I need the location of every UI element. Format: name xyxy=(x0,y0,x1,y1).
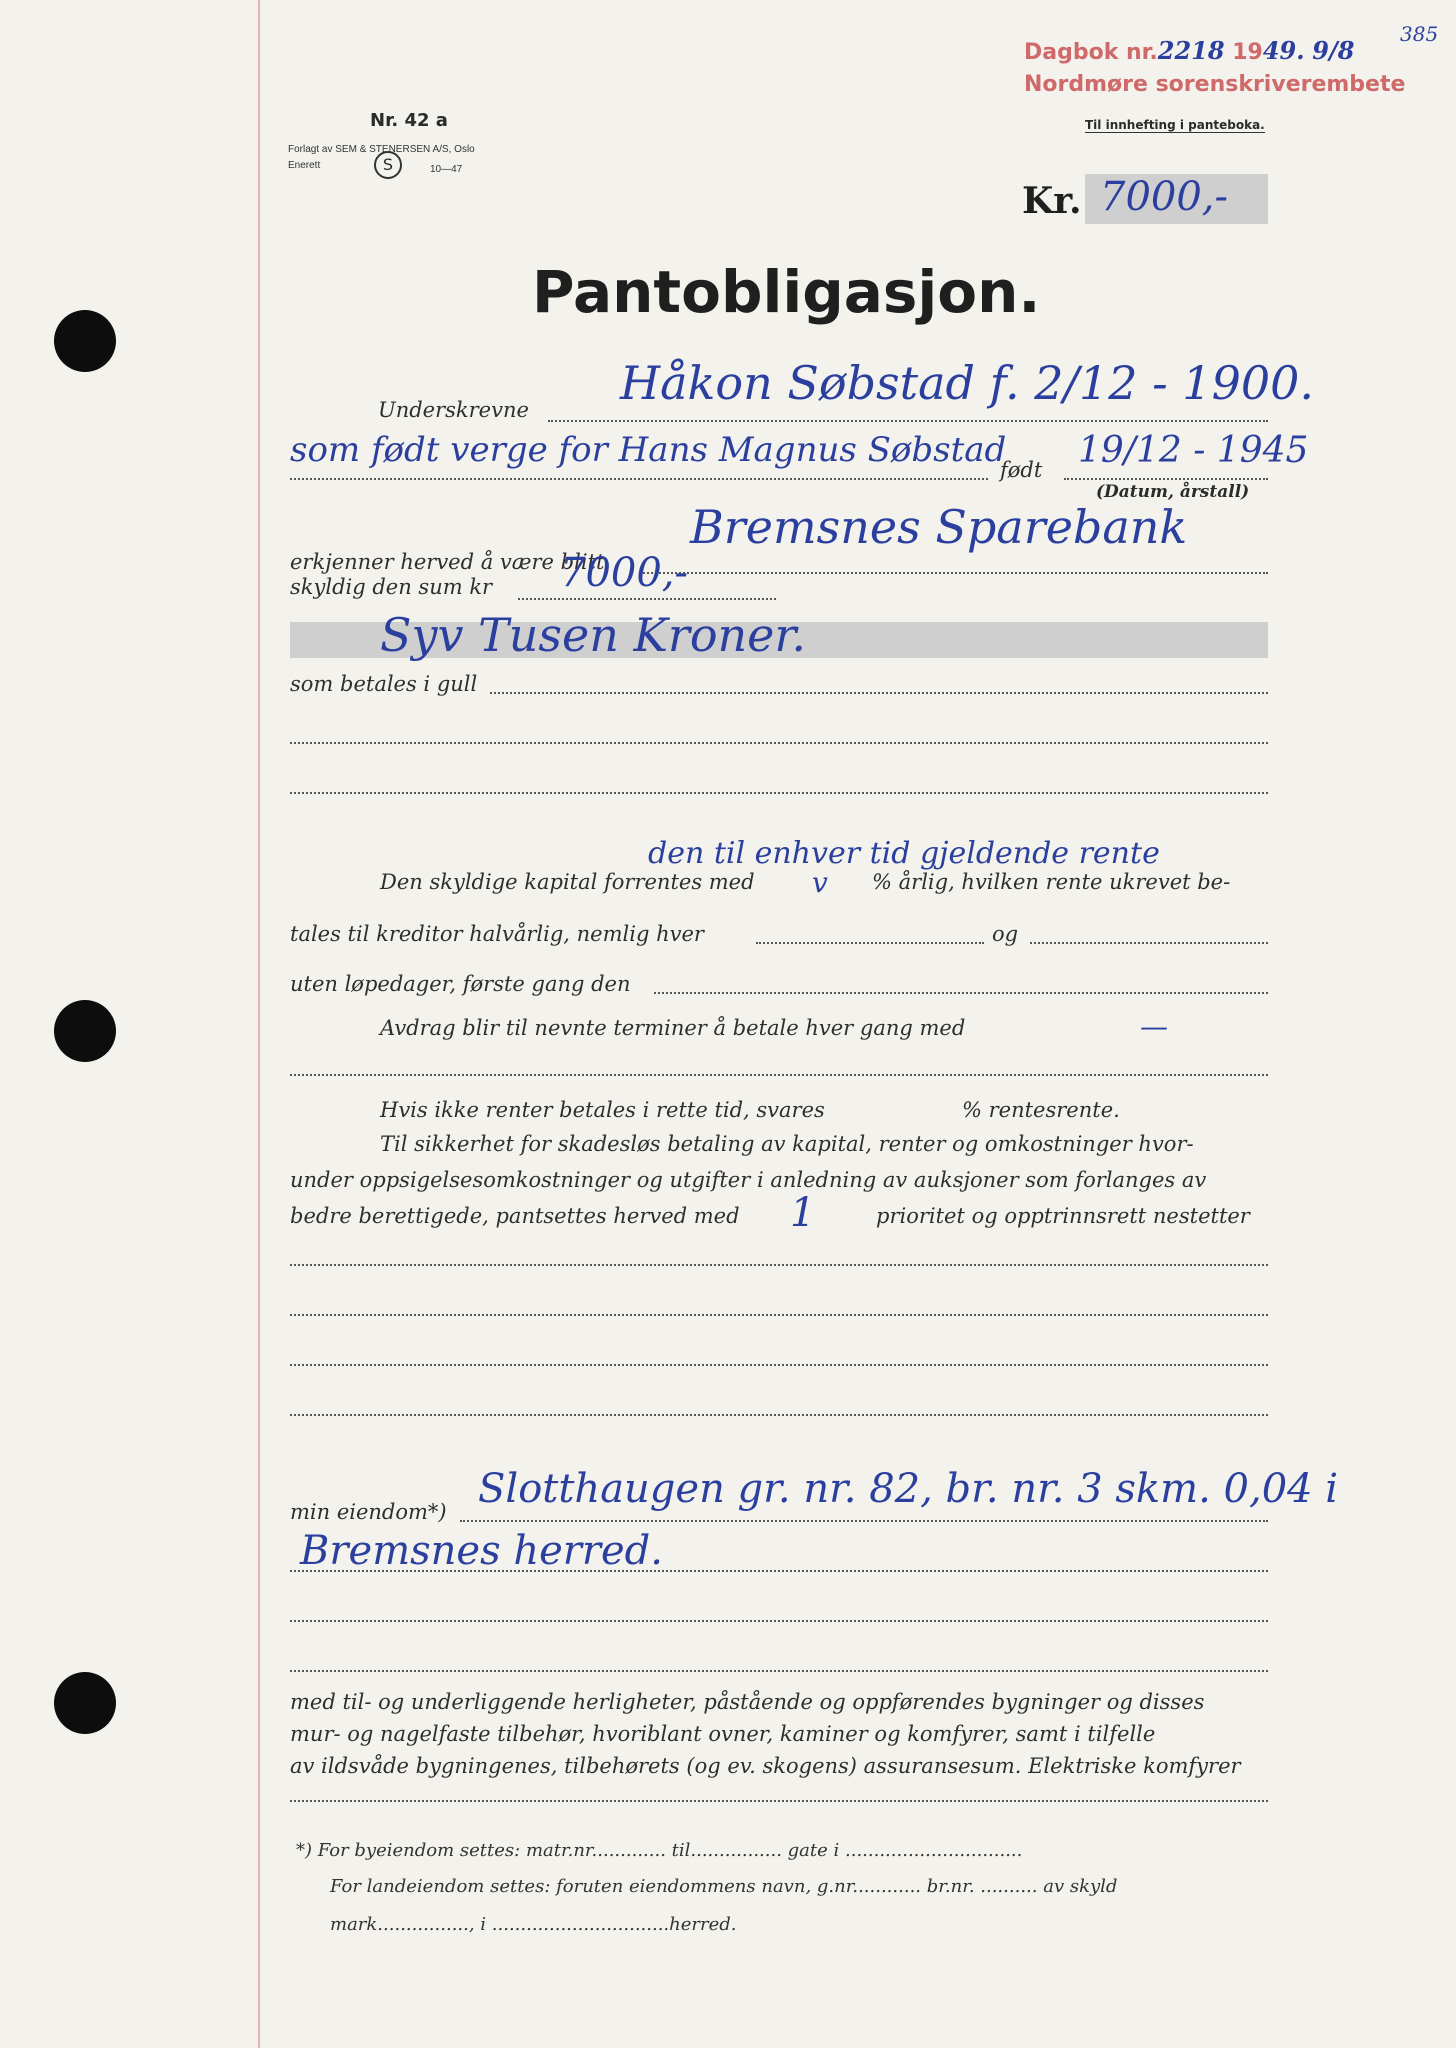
punch-hole xyxy=(54,1672,116,1734)
erkjenner-line xyxy=(640,572,1268,574)
property-label: min eiendom*) xyxy=(290,1500,447,1524)
blank-line xyxy=(290,1264,1268,1266)
stamp-date: 9/8 xyxy=(1312,36,1355,65)
sum-words-value: Syv Tusen Kroner. xyxy=(380,608,806,662)
interest-line-2b: og xyxy=(992,922,1019,946)
erkjenner-value: Bremsnes Sparebank xyxy=(690,500,1188,554)
security-line-3a: bedre berettigede, pantsettes herved med xyxy=(290,1204,740,1228)
year-prefix: 19 xyxy=(1232,40,1263,65)
blank-line xyxy=(290,792,1268,794)
year-suffix: 49. xyxy=(1262,36,1305,65)
blank-line xyxy=(290,1074,1268,1076)
interest-note: den til enhver tid gjeldende rente xyxy=(648,836,1160,871)
document-title: Pantobligasjon. xyxy=(532,258,1041,326)
closing-line-1: med til- og underliggende herligheter, påstående og oppførendes bygninger og disses xyxy=(290,1690,1205,1714)
skyldig-line xyxy=(518,598,776,600)
interest-line-3: uten løpedager, første gang den xyxy=(290,972,631,996)
kr-amount: 7000,- xyxy=(1100,174,1229,220)
blank-line xyxy=(290,1314,1268,1316)
fodt-label: født xyxy=(1000,458,1043,482)
interest-line-1a: Den skyldige kapital forrentes med xyxy=(380,870,755,894)
datum-label: (Datum, årstall) xyxy=(1096,482,1250,502)
fodt-line xyxy=(1064,478,1268,480)
page-number: 385 xyxy=(1400,22,1439,46)
punch-hole xyxy=(54,310,116,372)
blank-line xyxy=(290,1670,1268,1672)
skyldig-label: skyldig den sum kr xyxy=(290,575,493,599)
security-line-3b: prioritet og opptrinnsrett nestetter xyxy=(876,1204,1250,1228)
blank-line xyxy=(290,1414,1268,1416)
red-margin-line xyxy=(258,0,260,2048)
underskrevne-label: Underskrevne xyxy=(378,398,529,422)
footnote-line-2: For landeiendom settes: foruten eiendommens navn, g.nr............ br.nr. .......... av skyld xyxy=(330,1876,1118,1897)
security-line-1: Til sikkerhet for skadesløs betaling av kapital, renter og omkostninger hvor- xyxy=(380,1132,1194,1156)
property-value-2: Bremsnes herred. xyxy=(300,1528,663,1574)
publisher-date: 10—47 xyxy=(430,164,463,175)
blank-line xyxy=(290,1620,1268,1622)
priority-value: 1 xyxy=(790,1190,816,1236)
interest-line-2a: tales til kreditor halvårlig, nemlig hver xyxy=(290,922,704,946)
erkjenner-label: erkjenner herved å være blitt xyxy=(290,550,605,574)
office-stamp: Nordmøre sorenskriverembete xyxy=(1024,72,1406,97)
publisher-line: Forlagt av SEM & STENERSEN A/S, Oslo xyxy=(288,144,475,155)
blank-line xyxy=(290,1800,1268,1802)
closing-line-2: mur- og nagelfaste tilbehør, hvoriblant ovner, kaminer og komfyrer, samt i tilfelle xyxy=(290,1722,1156,1746)
underskrevne-line xyxy=(548,420,1268,422)
verge-line xyxy=(290,478,988,480)
interest-line-1b: % årlig, hvilken rente ukrevet be- xyxy=(872,870,1231,894)
penalty-line-b: % rentesrente. xyxy=(962,1098,1120,1122)
publisher-enerett: Enerett xyxy=(288,160,321,171)
form-number: Nr. 42 a xyxy=(370,110,448,131)
security-line-2: under oppsigelsesomkostninger og utgifter i anledning av auksjoner som forlanges av xyxy=(290,1168,1207,1192)
interest-rate-mark: v xyxy=(812,866,828,899)
kr-label: Kr. xyxy=(1022,180,1082,222)
verge-value: som født verge for Hans Magnus Søbstad xyxy=(290,430,1007,470)
dagbok-number: 2218 xyxy=(1157,36,1225,65)
interest-line-3-dots xyxy=(654,992,1268,994)
footnote-line-3: mark................, i ...............................herred. xyxy=(330,1914,737,1935)
interest-line-2-dots-b xyxy=(1030,942,1268,944)
skyldig-value: 7000,- xyxy=(560,550,689,596)
property-value: Slotthaugen gr. nr. 82, br. nr. 3 skm. 0,04 i xyxy=(478,1466,1339,1512)
penalty-line-a: Hvis ikke renter betales i rette tid, svares xyxy=(380,1098,825,1122)
publisher-logo: S xyxy=(374,151,402,179)
dagbok-label: Dagbok nr. xyxy=(1024,40,1158,65)
blank-line xyxy=(290,1364,1268,1366)
fodt-value: 19/12 - 1945 xyxy=(1078,430,1309,471)
closing-line-3: av ildsvåde bygningenes, tilbehørets (og ev. skogens) assuransesum. Elektriske komfyrer xyxy=(290,1754,1241,1778)
dagbok-stamp xyxy=(1024,36,1354,65)
innhefting-note: Til innhefting i panteboka. xyxy=(1085,118,1265,132)
gull-label: som betales i gull xyxy=(290,672,478,696)
punch-hole xyxy=(54,1000,116,1062)
gull-line xyxy=(490,692,1268,694)
installment-line: Avdrag blir til nevnte terminer å betale hver gang med xyxy=(380,1016,966,1040)
blank-line xyxy=(290,742,1268,744)
footnote-line-1: *) For byeiendom settes: matr.nr............. til................ gate i ............................... xyxy=(296,1840,1023,1861)
property-line xyxy=(460,1520,1268,1522)
interest-line-2-dots xyxy=(756,942,984,944)
underskrevne-value: Håkon Søbstad f. 2/12 - 1900. xyxy=(620,356,1314,410)
installment-value: — xyxy=(1140,1010,1168,1043)
